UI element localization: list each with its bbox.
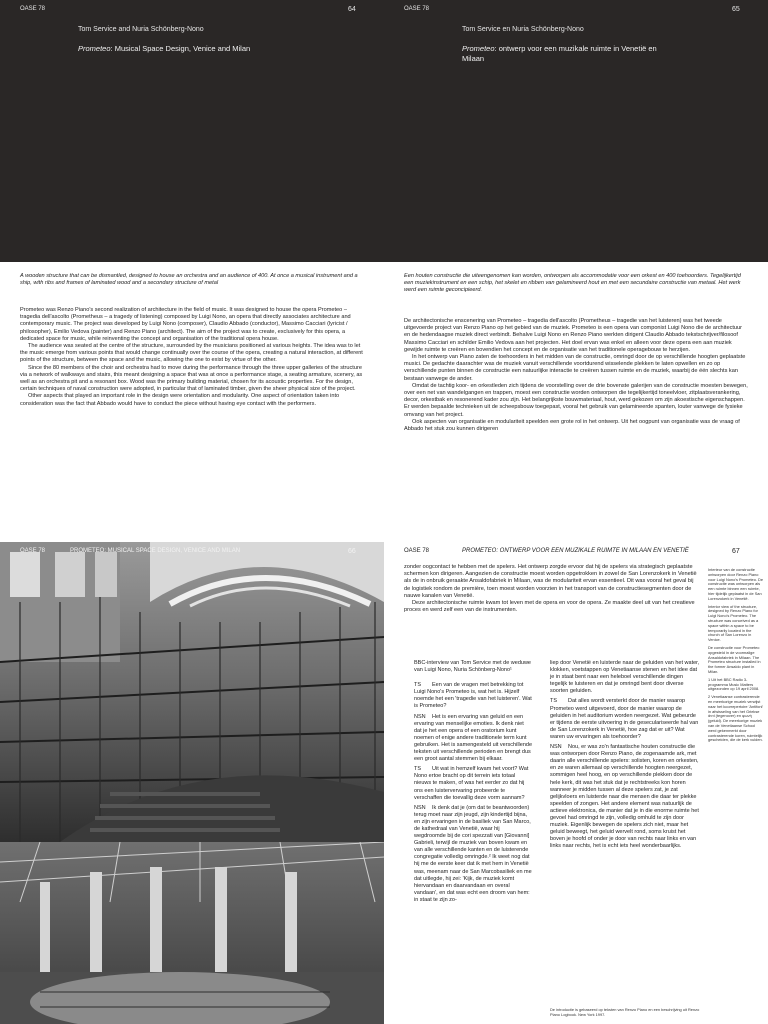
turn-text: Het is een ervaring van geluid en een ervaring van menselijke emoties. Ik denk niet dat je het een opera of een oratorium kunt noemen of enige andere traditionele term kunt gebruiken. Het is samengesteld uit verschillende teksten uit verschillende perioden en brengt dus een groot aantal stemmen bij elkaar.	[414, 713, 533, 763]
paragraph: Omdat de tachtig koor- en orkestleden zich tijdens de voorstelling over de drie bovenste galerijen van de constructie moesten bewegen, over een net van wandelgangen en trappen, moest een constructie worden ontworpen die tegelijkertijd toneelvloer, zitplaatsverankering, decor, orkestbak en resonerend kader zou zijn. Het belangrijkste bouwmateriaal, hout, werd gekozen om zijn akoestische eigenschappen. Er werden bepaalde technieken uit de scheepsbouw toegepast, vooral het gebruik van gelamineerde spanten, louter vanwege de fysieke omvang van het project.	[404, 382, 748, 418]
speaker-label: TS	[550, 698, 558, 705]
paragraph: Since the 80 members of the choir and orchestra had to move during the performance through the three upper galleries of the structure via a network of walkways and stairs, this meant designing a space that was at once a performance stage, a seating armature, scenery, as well as an orchestra pit and a resonant box. Wood was the primary building material, chosen for its acoustic properties. For the design, certain techniques of naval construction were adopted, in particular that of laminated timber, given the sheer physical size of the project.	[20, 364, 363, 393]
sidenote: Interieur van de constructie ontworpen door Renzo Piano voor Luigi Nono's Prometeo. De constructie was ontworpen als een ruimte binnen een ruimte, hier tijdelijk geplaatst in de San Lorenzokerk in Venetië.	[708, 567, 764, 601]
article-body-continued	[404, 564, 700, 614]
interview-turn	[414, 714, 532, 764]
article-title	[78, 44, 268, 54]
page-number: 65	[732, 6, 740, 13]
running-head: PROMETEO: MUSICAL SPACE DESIGN, VENICE AND MILAN	[70, 548, 241, 554]
interview-turn	[550, 698, 700, 741]
turn-text: Ik denk dat je (om dat te beantwoorden) terug moet naar zijn jeugd, zijn kindertijd bijna, en zijn ervaringen in de basiliek van San Marco, de kathedraal van Venetië, waar hij wegdroomde bij de cori spezzati van [Giovanni] Gabrieli, terwijl de muziek van boven kwam en van alle verschillende kanten en de luisterende congregatie volledig omringde.² Ik weet nog dat hij me de eerste keer dat ik met hem in Venetië was, meenam naar de San Marcobasiliek en me dat uitlegde, hij zei: 'Kijk, de muziek komt hiervandaan en daarvandaan en overal vandaan', en dat was echt een droom van hem: in staat te zijn zo-	[414, 804, 532, 903]
journal-name: OASE 78	[20, 6, 46, 12]
speaker-label: TS	[414, 766, 422, 773]
figure-caption: Een houten constructie die uiteengenomen kan worden, ontworpen als accommodatie voor een orkest en 400 toehoorders. Tegelijkertijd een muziekinstrument en een schip, het skelet en ribben van gelamineerd hout en met een secundaire constructie van metaal. Het werk werd een ruimte geconcipieerd.	[404, 273, 741, 294]
title-italic: Prometeo	[462, 44, 495, 53]
paragraph: Prometeo was Renzo Piano's second realization of architecture in the field of music. It was designed to house the opera Prometeo – tragedia dell'ascolto (Prometheus – a tragedy of listening) composed by Luigi Nono, an opera that directly associates architecture and contemporary music. The project was developed by Luigi Nono (composer), Claudio Abbado (conductor), Massimo Cacciari (lyricist / philosopher), Emilio Vedova (painter) and Renzo Piano (architect). The aim of the project was to create, exclusively for this opera, a dedicated space for music, while reinventing the concept and organisation of the traditional opera house.	[20, 307, 351, 342]
page-number: 64	[348, 6, 356, 13]
paragraph: Deze architectonische ruimte kwam tot leven met de opera en voor de opera. Ze maakte deel uit van het creatieve proces en werd zelf een van de instrumenten.	[404, 600, 695, 614]
figure-caption: A wooden structure that can be dismantled, designed to house an orchestra and an audience of 400. At once a musical instrument and a ship, with ribs and frames of laminated wood and a secondary structure of metal	[20, 273, 358, 287]
interview-turn	[550, 660, 700, 695]
article-body	[404, 318, 748, 433]
turn-text: Nou, er was zo'n fantastische houten constructie die was ontworpen door Renzo Piano, de zogenaamde ark, met daarin alle verschillende spelers: solisten, koren en orkesten, en ze waren allemaal op verschillende hoogten neergezet, sommigen heel hoog, en op verschillende plekken door de hele kerk, dit was het stuk dat je rechtstreeks kon horen wanneer je midden tussen al deze spelers zat, je zat gelijkvloers en luisterde naar die mensen die daar ter plekke speelden of zongen. Het andere element was natuurlijk de actieve elektronica, de manier dat je in die enorme ruimte het gevoel had omringd te zijn, volledig omhuld te zijn door muziek. Eigenlijk bewegen de spelers zich niet, maar het geluid beweegt, het geluid wervelt rond, soms kruist het boven je hoofd of onder je door van rechts naar links en van links naar rechts, het is echt iets heel wonderbaarlijks.	[550, 744, 699, 850]
page-65	[384, 0, 768, 542]
turn-text: Een van de vragen met betrekking tot Luigi Nono's Prometeo is, wat het is. Hijzelf noemde het een 'tragedie van het luisteren'. Wat is Prometeo?	[414, 682, 532, 710]
title-italic: Prometeo	[78, 44, 111, 53]
interview-turn	[414, 766, 532, 801]
speaker-label: NSN	[414, 713, 426, 720]
interview-column-1	[414, 660, 532, 907]
interior-photo-venice	[0, 542, 384, 842]
sidenote: Interior view of the structure, designed by Renzo Piano for Luigi Nono's Prometeo. The structure was conceived as a space within a space to be temporarily located in the church of San Lorenzo in Venice.	[708, 603, 759, 643]
journal-name: OASE 78	[404, 6, 430, 12]
speaker-label: NSN	[414, 804, 426, 811]
page-number: 67	[732, 548, 740, 555]
paragraph: The audience was seated at the centre of the structure, surrounded by the musicians positioned at various heights. The idea was to let the music emerge from various points that would change continually over the course of the opera, creating a natural interaction, at different points of the structure, between the space and the music, allowing the one to exist by virtue of the other.	[20, 343, 363, 364]
speaker-label: NSN	[550, 744, 562, 751]
page-67	[384, 542, 768, 1024]
sidenote: 2 Venetiaanse contrasterende en meerkorige muziek verwijst naar het koorrepertoire 'Antifoni' in afwisseling van het Griekse ἀντί (tegenover) en φωνή (geluid). De meerkorige muziek van de Venetiaanse School werd gekenmerkt door contrasterende koren, ruimtelijk gescheiden, die de kerk vulden.	[708, 694, 764, 743]
running-head: PROMETEO: ONTWERP VOOR EEN MUZIKALE RUIMTE IN MILAAN EN VENETIË	[462, 548, 689, 554]
journal-name: OASE 78	[20, 548, 46, 554]
interview-turn	[414, 805, 532, 904]
interview-column-2	[550, 660, 700, 853]
footnote: De introductie is gebaseerd op teksten van Renzo Piano en een beschrijving uit Renzo Piano Logbook. New York 1997.	[550, 1007, 700, 1017]
paragraph: De architectonische enscenering van Prometeo – tragedia dell'ascolto (Prometheus – tragedie van het luisteren) was het tweede uitgevoerde project van Renzo Piano op het gebied van de muziek. Prometeo is een opera van componist Luigi Nono die de architectuur en de hedendaagse muziek direct verbindt. Behalve Luigi Nono en Renzo Piano werkten dirigent Claudio Abbado tekstschrijver/filosoof Massimo Cacciari en schilder Emilio Vedova aan het projecten. Het doel ervan was enkel en alleen voor deze opera een aan muziek gewijde ruimte te creëren en bovendien het concept en de organisatie van het traditionele operagebouw te herzijen.	[404, 318, 743, 353]
speaker-label: TS	[414, 682, 422, 689]
article-authors: Tom Service and Nuria Schönberg-Nono	[78, 26, 204, 33]
article-title	[462, 44, 672, 64]
page-number: 66	[348, 548, 356, 555]
article-authors: Tom Service en Nuria Schönberg-Nono	[462, 26, 584, 33]
title-panel	[0, 0, 384, 262]
sidenotes	[708, 568, 764, 746]
journal-name: OASE 78	[404, 548, 430, 554]
paragraph: Ook aspecten van organisatie en modulariteit speelden een grote rol in het ontwerp. Uit het oogpunt van organisatie was de vraag of Abbado het stuk zou kunnen dirigeren	[404, 418, 740, 433]
title-rest: : Musical Space Design, Venice and Milan	[110, 44, 251, 53]
sidenote: 1 Uit het BBC Radio 3-programma Music Matters uitgezonden op 19 april 2008.	[708, 676, 760, 692]
paragraph: zonder oogcontact te hebben met de spelers. Het ontwerp zorgde ervoor dat hij de spelers via strategisch geplaatste schermen kon dirigeren. Aangezien de constructie moest worden opgetrokken in zowel de San Lorenzokerk in Venetië als de in onbruik geraakte Ansaldofabriek in Milaan, was de modulariteit ervan essentieel. Dit was vooral het geval bij de logistiek rondom de première, toen moest worden voorzien in het transport van de constructiesegmenten door de nauwe kanalen van Venetië.	[404, 564, 697, 599]
turn-text: Uit wat in hemzelf kwam het voort? Wat Nono ertoe bracht op dit terrein iets totaal nieuws te maken, of was het eerder zo dat hij ons een luistervervaring probeerde te verschaffen die toevallig deze vorm aannam?	[414, 766, 529, 801]
turn-text: Dat alles wordt versterkt door de manier waarop Prometeo werd uitgevoerd, door de manier waarop de geluiden in het auditorium worden neergezet. Wat gebeurde er tijdens de eerste uitvoering in de geseculariseerde hal van de San Lorenzokerk in Venetië, hoe zag dat er uit? Wat waren uw ervaringen als toehoorder?	[550, 698, 699, 740]
interview-turn	[414, 682, 532, 710]
paragraph: Other aspects that played an important role in the design were orientation and modularity. One aspect of orientation taken into consideration was the fact that Abbado would have to conduct the piece without having eye contact with the performers.	[20, 393, 340, 407]
paragraph: In het ontwerp van Piano zaten de toehoorders in het midden van de constructie, omringd door de op verschillende hoogten geplaatste musici. De gedachte daarachter was de muziek vanuit verschillende voortdurend wisselende plekken te laten opwellen en zo op verschillende punten binnen de constructie een natuurlijke interactie te creëren tussen ruimte en de muziek, waarbij de één slechts kan bestaan vanwege de ander.	[404, 354, 746, 382]
sidenote: De constructie voor Prometeo opgesteld in de voormalige Ansaldofabriek in Milaan. The Prometeo structure installed in the former Ansaldo plant in Milan.	[708, 644, 761, 674]
structure-photo-milan	[0, 842, 384, 1024]
page-66	[0, 542, 384, 1024]
page-64	[0, 0, 384, 542]
title-panel	[384, 0, 768, 262]
article-body	[20, 307, 364, 408]
interview-heading: BBC-interview van Tom Service met de weduwe van Luigi Nono, Nuria Schönberg-Nono¹	[414, 660, 531, 674]
interview-turn	[550, 744, 700, 850]
title-rest: : ontwerp voor een muzikale ruimte in Venetië en Milaan	[462, 44, 657, 63]
turn-text: liep door Venetië en luisterde naar de geluiden van het water, klokken, voetstappen op Venetiaanse stenen en het idee dat je in staat bent naar een heleboel verschillende dingen tegelijk te luisteren en dat je omringd bent door diverse soorten geluiden.	[550, 660, 700, 695]
